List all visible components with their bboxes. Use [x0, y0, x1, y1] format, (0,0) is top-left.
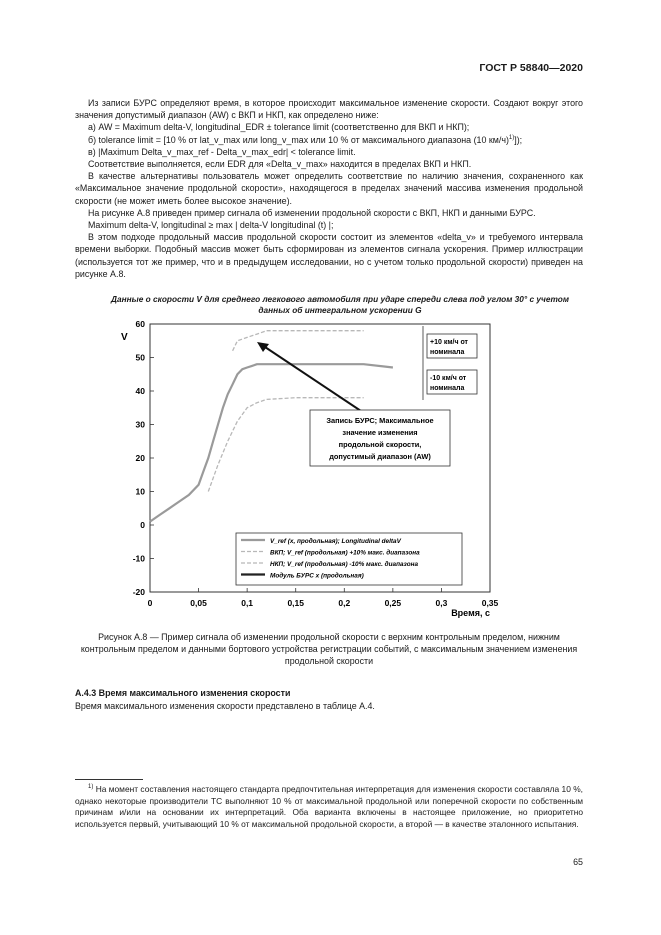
x-tick-label: 0,15 [287, 598, 304, 608]
footnote-ref: 1) [508, 134, 515, 141]
paragraph-c: в) |Maximum Delta_v_max_ref - Delta_v_max_edr| < tolerance limit. [88, 146, 356, 157]
y-tick-label: 0 [140, 520, 145, 530]
body-text [75, 97, 583, 280]
legend-label: ВКП; V_ref (продольная) +10% макс. диапазона [270, 549, 420, 557]
y-tick-label: -20 [132, 587, 145, 597]
paragraph-approach: В этом подходе продольный массив продольной скорости состоит из элементов «delta_v» и требуемого интервала времени выборки. Подобный массив может быть сформирован из элементов сигнала ускорения. Пример иллюстрации (используется тот же пример, что и в предыдущем исследовании, но с учетом только продольной скорости) приведен на рисунке А.8. [75, 232, 583, 279]
x-tick-label: 0,3 [435, 598, 448, 608]
section-title: А.4.3 Время максимального изменения скорости [75, 688, 291, 698]
callout-line3: продольной скорости, [338, 440, 422, 449]
callout-line2: значение изменения [342, 428, 418, 437]
paragraph-b [75, 134, 583, 146]
lower-tolerance-line1: -10 км/ч от [430, 375, 467, 382]
upper-tolerance-line1: +10 км/ч от [430, 339, 468, 346]
y-tick-label: 40 [135, 386, 145, 396]
y-tick-label: 50 [135, 352, 145, 363]
y-tick-label: 10 [135, 486, 145, 497]
callout-line1: Запись БУРС; Максимальное [326, 416, 434, 425]
speed-chart [105, 318, 525, 618]
x-tick-label: 0,2 [338, 598, 351, 608]
page-number: 65 [573, 857, 583, 867]
footnote-marker: 1) [88, 784, 94, 791]
y-tick-label: -10 [132, 553, 145, 564]
paragraph-formula: Maximum delta-V, longitudinal ≥ max | delta-V longitudinal (t) |; [88, 220, 334, 231]
legend-label: НКП; V_ref (продольная) -10% макс. диапазона [270, 561, 419, 568]
callout-line4: допустимый диапазон (AW) [329, 452, 431, 461]
lower-tolerance-line2: номинала [430, 385, 465, 392]
paragraph-intro: Из записи БУРС определяют время, в которое происходит максимальное изменение скорости. Создают вокруг этого значения допустимый диапазон (AW) с ВКП и НКП, как определено ниже: [75, 98, 583, 121]
y-tick-label: 20 [135, 453, 145, 463]
figure-caption: Рисунок А.8 — Пример сигнала об изменении продольной скорости с верхним контрольным пределом, нижним контрольным пределом и данными бортового устройства регистрации событий, с максимальным значением изменения продольной скорости [80, 632, 578, 667]
legend-label: V_ref (x, продольная); Longitudinal deltaV [270, 538, 401, 545]
x-tick-label: 0,25 [384, 598, 402, 608]
x-tick-label: 0,1 [241, 598, 254, 608]
standard-code: ГОСТ Р 58840—2020 [479, 62, 583, 74]
paragraph-b-text: б) tolerance limit = [10 % от lat_v_max или long_v_max или 10 % от максимального диапазона (10 км/ч) [88, 134, 509, 145]
footnote [75, 784, 583, 830]
x-tick-label: 0,35 [481, 598, 499, 608]
chart-title: Данные о скорости V для среднего легкового автомобиля при ударе спереди слева под углом 30° с учетом данных об интегральном ускорении G [111, 294, 569, 315]
footnote-divider [75, 779, 143, 780]
footnote-text: На момент составления настоящего стандарта предпочтительная интерпретация для изменения скорости составляла 10 %, однако некоторые производители ТС выполняют 10 % от максимальной продольной или поперечной скорости по собственным причинам и/или на основании их интерпретаций. Оба варианта включены в настоящее приложение, но приоритетно используется первый, учитывающий 10 % от максимальной продольной скорости, а второй — в качестве эталонного испытания. [75, 784, 583, 829]
y-tick-label: 60 [135, 319, 145, 329]
legend-label: Модуль БУРС х (продольная) [270, 572, 364, 580]
y-axis-label: V [121, 332, 128, 343]
x-axis-label: Время, с [451, 608, 490, 618]
upper-tolerance-line2: номинала [430, 349, 465, 356]
x-tick-label: 0,05 [190, 598, 207, 608]
paragraph-alternative: В качестве альтернативы пользователь может определить соответствие по наличию значения, сохраненного как «Максимальное значение продольной скорости», находящегося в пределах значений массива изменения продольной скорости (не может иметь более высокое значение). [75, 171, 583, 206]
paragraph-figure-ref: На рисунке А.8 приведен пример сигнала об изменении продольной скорости с ВКП, НКП и данными БУРС. [88, 207, 536, 218]
paragraph-compliance: Соответствие выполняется, если EDR для «Delta_v_max» находится в пределах ВКП и НКП. [88, 159, 472, 170]
paragraph-b-tail: ]); [514, 134, 523, 145]
x-tick-label: 0 [147, 598, 153, 608]
section-text: Время максимального изменения скорости представлено в таблице А.4. [75, 701, 375, 711]
y-tick-label: 30 [135, 419, 145, 430]
paragraph-a: а) AW = Maximum delta-V, longitudinal_EDR ± tolerance limit (соответственно для ВКП и НКП); [88, 122, 470, 133]
